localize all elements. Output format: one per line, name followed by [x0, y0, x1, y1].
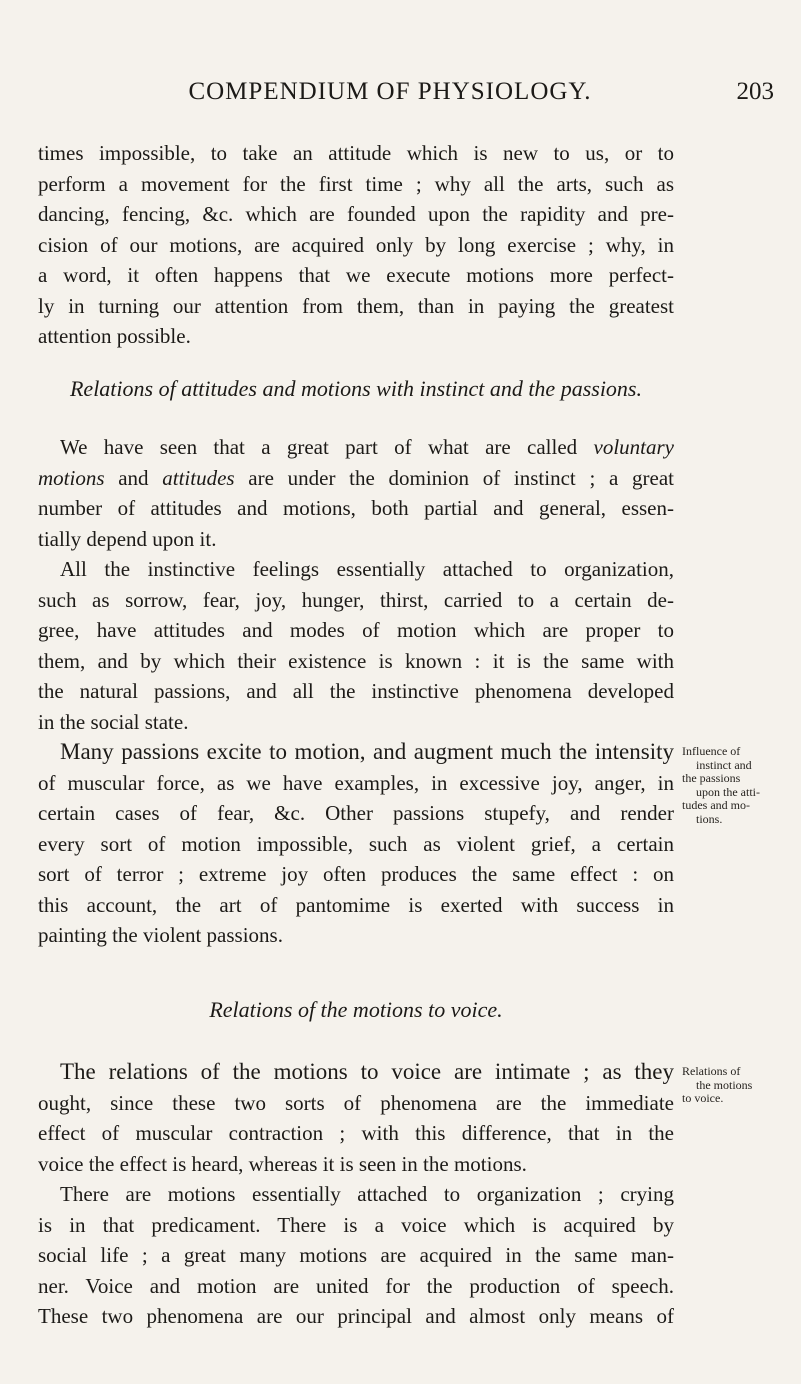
text-line: painting the violent passions.	[38, 923, 283, 947]
section-heading-2	[38, 997, 674, 1023]
italic-term: voluntary	[593, 435, 674, 459]
text-line: voice the effect is heard, whereas it is seen in the motions.	[38, 1151, 527, 1176]
text-fragment: are under the dominion of instinct ; a great	[234, 465, 674, 490]
text-line: ly in turning our attention from them, than in paying the greatest	[38, 293, 674, 318]
heading-text: Relations of attitudes and motions with instinct and the passions.	[69, 376, 642, 401]
text-line: them, and by which their existence is known : it is the same with	[38, 648, 674, 673]
text-line: These two phenomena are our principal and almost only means of	[38, 1304, 674, 1328]
text-line: Many passions excite to motion, and augment much the intensity	[60, 739, 674, 764]
text-line: every sort of motion impossible, such as violent grief, a certain	[38, 831, 674, 856]
margin-note-line: tudes and mo-	[682, 798, 750, 812]
margin-note-line: tions.	[696, 811, 723, 826]
margin-note-line: upon the atti-	[696, 784, 760, 799]
margin-note-line: the motions	[696, 1077, 753, 1092]
text-line: cision of our motions, are acquired only by long exercise ; why, in	[38, 232, 674, 257]
text-fragment: We have seen that a great part of what are called	[60, 435, 594, 459]
text-line: There are motions essentially attached to organization ; crying	[60, 1182, 674, 1206]
paragraph-instinct	[38, 432, 674, 554]
text-line: dancing, fencing, &c. which are founded upon the rapidity and pre-	[38, 202, 674, 226]
text-line: ner. Voice and motion are united for the production of speech.	[38, 1273, 674, 1298]
text-line: social life ; a great many motions are acquired in the same man-	[38, 1243, 674, 1267]
text-line: tially depend upon it.	[38, 526, 217, 551]
text-line: All the instinctive feelings essentially attached to organization,	[60, 557, 674, 581]
paragraph-passions	[38, 737, 674, 951]
margin-note-line: Relations of	[682, 1064, 741, 1078]
italic-term: motions	[38, 465, 105, 490]
text-line: attention possible.	[38, 324, 191, 348]
text-line: the natural passions, and all the instinctive phenomena developed	[38, 679, 674, 703]
text-line: in the social state.	[38, 709, 189, 734]
text-line: this account, the art of pantomime is exerted with success in	[38, 892, 674, 917]
paragraph-feelings	[38, 554, 674, 737]
paragraph-voice	[38, 1057, 674, 1332]
margin-note-relations	[682, 1065, 792, 1106]
text-line: of muscular force, as we have examples, in excessive joy, anger, in	[38, 770, 674, 795]
text-line: sort of terror ; extreme joy often produces the same effect : on	[38, 862, 674, 886]
text-line: is in that predicament. There is a voice which is acquired by	[38, 1212, 674, 1237]
margin-note-line: instinct and	[696, 757, 752, 772]
text-line: certain cases of fear, &c. Other passions stupefy, and render	[38, 801, 674, 825]
text-line: perform a movement for the first time ; why all the arts, such as	[38, 171, 674, 196]
margin-note-line: the passions	[682, 771, 741, 785]
text-line: ought, since these two sorts of phenomena are the immediate	[38, 1090, 674, 1115]
paragraph-continuation	[38, 138, 674, 352]
section-heading-1	[38, 376, 674, 402]
text-line: The relations of the motions to voice are intimate ; as they	[60, 1059, 674, 1084]
text-line: gree, have attitudes and modes of motion which are proper to	[38, 618, 674, 642]
margin-note-line: to voice.	[682, 1091, 724, 1105]
running-head	[70, 78, 780, 118]
text-line	[38, 463, 674, 494]
margin-note-influence	[682, 745, 792, 826]
text-line: effect of muscular contraction ; with this difference, that in the	[38, 1121, 674, 1145]
running-title: COMPENDIUM OF PHYSIOLOGY.	[188, 78, 592, 105]
text-line: such as sorrow, fear, joy, hunger, thirst, carried to a certain de-	[38, 587, 674, 612]
text-fragment: and	[104, 465, 163, 490]
italic-term: attitudes	[162, 465, 235, 490]
page-number: 203	[736, 78, 774, 105]
text-line: times impossible, to take an attitude which is new to us, or to	[38, 141, 674, 165]
text-line: number of attitudes and motions, both partial and general, essen-	[38, 496, 674, 520]
heading-text: Relations of the motions to voice.	[209, 997, 503, 1022]
margin-note-line: Influence of	[682, 744, 741, 758]
text-line: a word, it often happens that we execute motions more perfect-	[38, 263, 674, 287]
text-line	[38, 432, 674, 463]
